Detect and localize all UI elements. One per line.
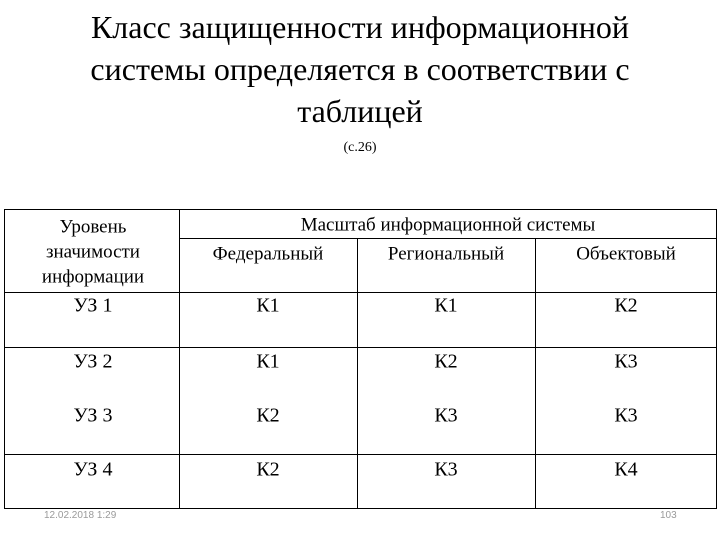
row-1-federal: К1 <box>256 294 280 317</box>
row-4-object: К4 <box>614 458 638 481</box>
row-4-regional: К3 <box>434 458 458 481</box>
row-2-federal: К1 <box>256 350 280 373</box>
level-header-line-3: информации <box>41 266 145 288</box>
column-divider-3 <box>535 238 536 508</box>
title-line-1: Класс защищенности информационной <box>90 9 630 45</box>
security-class-table <box>4 209 717 509</box>
slide-title <box>20 6 700 132</box>
row-divider-1 <box>5 347 717 348</box>
title-line-2: системы определяется в соответствии с <box>90 51 630 87</box>
column-divider-1 <box>179 210 180 508</box>
page-number: 103 <box>660 510 677 521</box>
row-3-regional: К3 <box>434 404 458 427</box>
column-header-federal: Федеральный <box>212 243 324 265</box>
row-1-level: УЗ 1 <box>73 294 113 317</box>
row-3-object: К3 <box>614 404 638 427</box>
row-3-level: УЗ 3 <box>73 404 113 427</box>
level-header-line-1: Уровень <box>59 216 127 238</box>
title-line-3: таблицей <box>297 93 423 129</box>
scale-header: Масштаб информационной системы <box>300 214 596 236</box>
row-2-regional: К2 <box>434 350 458 373</box>
row-4-federal: К2 <box>256 458 280 481</box>
column-header-regional: Региональный <box>387 243 505 265</box>
level-header-line-2: значимости <box>46 241 140 263</box>
footer-date: 12.02.2018 1:29 <box>44 510 117 521</box>
scale-header-divider <box>179 238 717 239</box>
header-bottom-border <box>5 292 717 293</box>
row-3-federal: К2 <box>256 404 280 427</box>
row-1-object: К2 <box>614 294 638 317</box>
level-header <box>42 215 144 290</box>
row-1-regional: К1 <box>434 294 458 317</box>
row-4-level: УЗ 4 <box>73 458 113 481</box>
column-divider-2 <box>357 238 358 508</box>
row-2-level: УЗ 2 <box>73 350 113 373</box>
column-header-object: Объектовый <box>576 243 676 265</box>
row-2-object: К3 <box>614 350 638 373</box>
page-reference: (с.26) <box>343 140 377 155</box>
row-divider-2 <box>5 454 717 455</box>
